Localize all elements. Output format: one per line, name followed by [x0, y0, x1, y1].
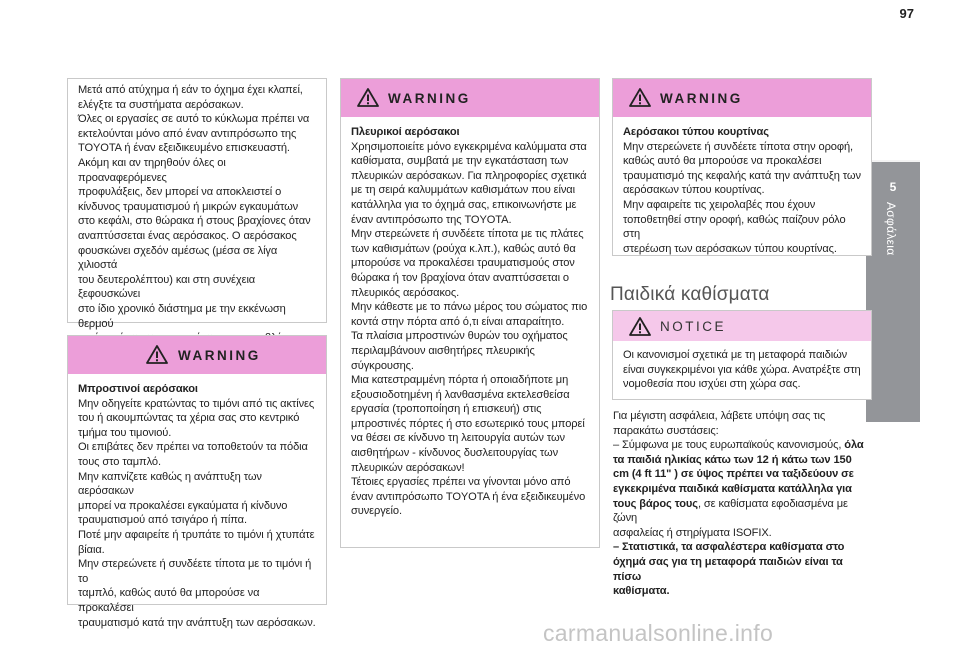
text-line: του ή ακουμπώντας τα χέρια σας στο κεντρικό [78, 412, 300, 425]
notice-label: NOTICE [660, 319, 727, 334]
text-line: εργασία (τροποποίηση ή επισκευή) στις [351, 403, 542, 416]
text-line: καθώς αυτό θα μπορούσε να προκαλέσει [623, 155, 822, 168]
warning-heading: Μπροστινοί αερόσακοι [78, 383, 198, 395]
text-line: πλευρικός αερόσακος. [351, 286, 460, 299]
text-line: να θέσει σε κίνδυνο τη λειτουργία αυτών των [351, 432, 565, 445]
text-line: πλευρικών αερόσακων! [351, 461, 465, 474]
warning-header [341, 79, 599, 117]
warning-triangle-icon [146, 345, 168, 364]
chapter-title: Ασφάλεια [884, 202, 898, 256]
text-line: Για μέγιστη ασφάλεια, λάβετε υπόψη σας τις [613, 410, 826, 422]
warning-triangle-icon [357, 88, 379, 107]
warning-label: WARNING [660, 91, 743, 106]
text-line: καθίσματα. [613, 585, 670, 598]
section-title: Παιδικά καθίσματα [610, 284, 770, 305]
text-line: του δευτερολέπτου) και στη συνέχεια ξεφουσκώνει [78, 273, 256, 301]
airbag-info-box [67, 78, 327, 330]
front-airbags-warning [67, 335, 327, 629]
text-line: Όλες οι εργασίες σε αυτό το κύκλωμα πρέπει να [78, 113, 310, 126]
warning-header [613, 79, 871, 117]
text-line: Μην οδηγείτε κρατώντας το τιμόνι από τις ακτίνες [78, 397, 315, 410]
text-line: συνεργείο. [351, 505, 402, 518]
text-line: κοντά στην πόρτα από ό,τι είναι απαραίτητο. [351, 315, 565, 328]
text-line: εγκεκριμένα παιδικά καθίσματα κατάλληλα για [613, 482, 852, 495]
text-line: πλευρικών αερόσακων. Για πληροφορίες σχετικά [351, 169, 587, 182]
text-line: εκτελούνται μόνο από έναν αντιπρόσωπο της [78, 127, 297, 140]
text-line: περιλαμβάνουν αισθητήρες πλευρικής [351, 344, 535, 357]
text-line: τους στο ταμπλό. [78, 455, 161, 468]
warning-label: WARNING [388, 91, 471, 106]
text-line: Μια κατεστραμμένη πόρτα ή οποιαδήποτε μη [351, 374, 569, 387]
text-line: καθίσματα, συμβατά με την εγκατάσταση των [351, 155, 569, 168]
text-line: TOYOTA ή έναν εξειδικευμένο επισκευαστή. [78, 142, 290, 155]
notice-icon [629, 317, 651, 336]
text-line: όχημά σας για τη μεταφορά παιδιών είναι τα πίσω [613, 555, 843, 583]
text-line: έναν αντιπρόσωπο TOYOTA ή ένα εξειδικευμένο [351, 490, 586, 503]
text-line: Μην κάθεστε με το πάνω μέρος του σώματος πιο [351, 301, 588, 314]
text-line: Οι επιβάτες δεν πρέπει να τοποθετούν τα πόδια [78, 441, 308, 454]
text-line: θώρακα ή τον βραχίονα όταν αναπτύσσεται ο [351, 271, 569, 284]
text-line: τραυματισμό της κεφαλής κατά την ανάπτυξη των [623, 169, 861, 182]
warning-heading: Αερόσακοι τύπου κουρτίνας [623, 126, 769, 138]
text-line: νομοθεσία που ισχύει στη χώρα σας. [623, 378, 801, 391]
warning-body [341, 117, 599, 525]
text-line: μπορούσε να προκαλέσει τραυματισμούς στον [351, 257, 575, 270]
text-line: Οι κανονισμοί σχετικά με τη μεταφορά παιδιών [623, 349, 848, 361]
page-number: 97 [899, 6, 914, 21]
bullet1-rest: , σε καθίσματα εφοδιασμένα με ζώνη [613, 497, 848, 525]
text-line: προφυλάξεις, δεν μπορεί να αποκλειστεί ο [78, 186, 282, 199]
warning-triangle-icon [629, 88, 651, 107]
notice-body [613, 341, 871, 398]
text-line: στο κεφάλι, στο θώρακα ή στους βραχίονες όταν [78, 215, 311, 228]
curtain-airbags-warning [612, 78, 872, 256]
text-line: φουσκώνει σχεδόν αμέσως (μέσα σε λίγα χιλιοστά [78, 244, 278, 272]
text-line: Ποτέ μην αφαιρείτε ή τρυπάτε το τιμόνι ή χτυπάτε [78, 528, 315, 541]
text-line: αερόσακων τύπου κουρτίνας. [623, 184, 765, 197]
text-line: αισθητήρων - κίνδυνος δυσλειτουργίας των [351, 447, 559, 460]
bullet1-start: – Σύμφωνα με τους ευρωπαϊκούς κανονισμούς, [613, 439, 845, 452]
text-line: ελέγξτε τα συστήματα αερόσακων. [78, 98, 244, 111]
text-line: στερέωση των αερόσακων τύπου κουρτίνας. [623, 242, 837, 255]
child-seats-notice [612, 310, 872, 400]
warning-heading: Πλευρικοί αερόσακοι [351, 126, 460, 138]
text-line: τραυματισμό κατά την ανάπτυξη των αερόσακων. [78, 616, 316, 629]
child-seats-text [613, 409, 871, 599]
text-line: στο ίδιο χρονικό διάστημα με την εκκένωση θερμού [78, 302, 286, 330]
text-line: τοποθετηθεί στην οροφή, καθώς παίζουν ρόλο στη [623, 213, 846, 241]
bullet1-last: ασφαλείας ή στηρίγματα ISOFIX. [613, 526, 772, 539]
bullet1-bold-end: τους βάρος τους [613, 497, 698, 510]
warning-body [68, 374, 326, 636]
text-line: cm (4 ft 11" ) σε ύψος πρέπει να ταξιδεύουν σε [613, 468, 854, 481]
text-line: είναι συγκεκριμένοι για κάθε χώρα. Ανατρέξτε στη [623, 363, 861, 376]
text-line: έναν αντιπρόσωπο της TOYOTA. [351, 213, 512, 226]
text-line: Μην στερεώνετε ή συνδέετε τίποτα στην οροφή, [623, 140, 854, 153]
text-line: μπροστινές πόρτες ή στο εσωτερικό τους μπορεί [351, 417, 585, 430]
text-line: Τα πλαίσια μπροστινών θυρών του οχήματος [351, 330, 568, 343]
text-line: τα παιδιά ηλικίας κάτω των 12 ή κάτω των 150 [613, 453, 852, 466]
text-line: Μετά από ατύχημα ή εάν το όχημα έχει κλαπεί, [78, 84, 303, 96]
text-line: μπορεί να προκαλέσει εγκαύματα ή κίνδυνο [78, 499, 288, 512]
text-line: παρακάτω συστάσεις: [613, 424, 719, 437]
text-line: ταμπλό, καθώς αυτό θα μπορούσε να προκαλέσει [78, 587, 260, 614]
text-line: Τέτοιες εργασίες πρέπει να γίνονται μόνο από [351, 476, 571, 489]
airbag-info-text [68, 79, 326, 375]
chapter-side-tab [866, 162, 920, 422]
side-airbags-warning [340, 78, 600, 548]
text-line: των καθισμάτων (ρούχα κ.λπ.), καθώς αυτό θα [351, 242, 576, 255]
watermark: carmanualsonline.info [543, 620, 774, 646]
warning-label: WARNING [178, 348, 261, 363]
text-line: Ακόμη και αν τηρηθούν όλες οι προαναφερόμενες [78, 156, 226, 184]
text-line: κατάλληλα για το όχημά σας, επικοινωνήστε με [351, 198, 577, 211]
bullet1-bold: όλα [844, 439, 864, 452]
text-line: – Στατιστικά, τα ασφαλέστερα καθίσματα στο [613, 541, 845, 554]
text-line: Χρησιμοποιείτε μόνο εγκεκριμένα καλύμματα στα [351, 140, 587, 153]
text-line: τραυματισμού από τσιγάρο ή πίπα. [78, 514, 247, 527]
text-line: Μην στερεώνετε ή συνδέετε τίποτα με τις πλάτες [351, 228, 584, 241]
text-line: Μην στερεώνετε ή συνδέετε τίποτα με το τιμόνι ή το [78, 558, 312, 585]
text-line: με τη σειρά καλυμμάτων καθισμάτων που είναι [351, 184, 575, 197]
text-line: κίνδυνος τραυματισμού ή μικρών εγκαυμάτων [78, 200, 299, 213]
notice-header [613, 311, 871, 341]
warning-body [613, 117, 871, 262]
warning-header [68, 336, 326, 374]
text-line: Μην καπνίζετε καθώς η ανάπτυξη των αερόσακων [78, 470, 262, 498]
text-line: σύγκρουσης. [351, 359, 414, 372]
text-line: βίαια. [78, 543, 105, 556]
text-line: Μην αφαιρείτε τις χειρολαβές που έχουν [623, 198, 816, 211]
chapter-number: 5 [889, 180, 897, 194]
text-line: τμήμα του τιμονιού. [78, 426, 172, 439]
text-line: αναπτύσσεται ένας αερόσακος. Ο αερόσακος [78, 229, 297, 242]
text-line: εξουσιοδοτημένη ή λανθασμένα εκτελεσθείσα [351, 388, 570, 401]
